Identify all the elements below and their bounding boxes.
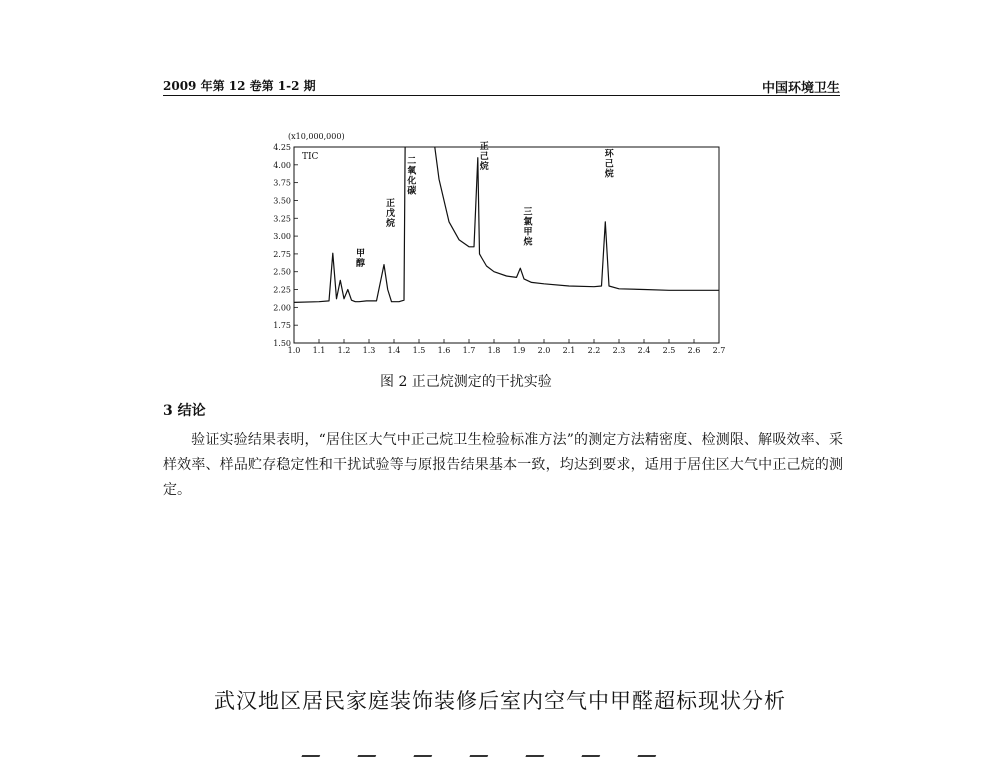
y-tick-label: 2.00	[273, 303, 291, 313]
y-tick-label: 4.25	[273, 143, 291, 152]
peak-annotation-char: 烷	[479, 162, 489, 173]
y-tick-label: 1.50	[273, 339, 291, 348]
peak-annotation-char: 烷	[604, 169, 614, 180]
peak-annotation-char: 三	[523, 207, 533, 218]
x-tick-label: 1.0	[287, 346, 301, 355]
y-tick-label: 2.25	[273, 285, 291, 295]
y-multiplier-label: (x10,000,000)	[288, 132, 345, 141]
peak-annotation-char: 化	[407, 176, 417, 187]
y-tick-label: 3.75	[273, 178, 291, 188]
x-tick-label: 1.3	[362, 346, 376, 355]
y-tick-label: 2.50	[273, 267, 291, 277]
figure-caption: 图 2 正己烷测定的干扰实验	[380, 374, 552, 390]
x-tick-label: 2.6	[687, 346, 701, 355]
peak-annotation-char: 碳	[407, 186, 417, 197]
peak-annotation-char: 氧	[407, 166, 417, 177]
x-tick-label: 1.6	[437, 346, 451, 355]
y-tick-label: 3.25	[273, 214, 291, 224]
y-tick-label: 1.75	[273, 321, 291, 331]
x-tick-label: 2.0	[537, 346, 551, 355]
peak-annotation-char: 二	[407, 156, 417, 167]
peak-annotation-char: 正	[479, 142, 489, 153]
section-title: 3 结论	[163, 403, 206, 419]
peak-annotation-char: 己	[604, 159, 614, 170]
peak-annotation-char: 正	[385, 199, 396, 210]
x-tick-label: 2.2	[587, 346, 601, 355]
cut-off-title-line	[300, 752, 700, 760]
peak-annotation-char: 甲	[355, 249, 366, 260]
peak-annotation-char: 烷	[385, 219, 396, 230]
peak-annotation-char: 烷	[523, 237, 533, 248]
x-tick-label: 1.8	[487, 346, 501, 355]
conclusion-text: 验证实验结果表明，“居住区大气中正己烷卫生检验标准方法”的测定方法精密度、检测限、解吸效率、采样效率、样品贮存稳定性和干扰试验等与原报告结果基本一致，均达到要求，适用于居住区大气中正己烷的测定。	[163, 432, 843, 498]
x-tick-label: 1.1	[312, 346, 326, 355]
series-line-tic	[294, 125, 719, 302]
y-tick-label: 2.75	[273, 249, 291, 259]
series-label: TIC	[302, 152, 319, 162]
running-header	[163, 74, 840, 96]
y-tick-label: 4.00	[273, 160, 291, 170]
y-tick-label: 3.00	[273, 232, 291, 242]
peak-annotation-char: 甲	[523, 227, 533, 238]
x-tick-label: 2.4	[637, 346, 651, 355]
x-tick-label: 2.1	[562, 346, 576, 355]
x-tick-label: 2.3	[612, 346, 626, 355]
chromatogram-chart	[260, 125, 740, 365]
peak-annotation-char: 己	[479, 152, 489, 163]
x-tick-label: 1.2	[337, 346, 351, 355]
peak-annotation-char: 戊	[385, 209, 396, 220]
peak-annotation-char: 醇	[355, 259, 366, 270]
x-tick-label: 2.7	[712, 346, 726, 355]
journal-issue: 2009 年第 12 卷第 1-2 期	[163, 79, 316, 93]
header-rule	[163, 95, 840, 96]
x-tick-label: 2.5	[662, 346, 676, 355]
journal-name: 中国环境卫生	[761, 81, 840, 96]
x-tick-label: 1.4	[387, 346, 401, 355]
plot-frame	[294, 147, 719, 343]
y-tick-label: 3.50	[273, 196, 291, 206]
x-tick-label: 1.5	[412, 346, 426, 355]
peak-annotation-char: 环	[604, 149, 614, 160]
x-tick-label: 1.9	[512, 346, 526, 355]
conclusion-paragraph	[163, 428, 843, 503]
next-article-title: 武汉地区居民家庭装饰装修后室内空气中甲醛超标现状分析	[214, 689, 786, 713]
peak-annotation-char: 氯	[523, 217, 533, 228]
x-tick-label: 1.7	[462, 346, 476, 355]
